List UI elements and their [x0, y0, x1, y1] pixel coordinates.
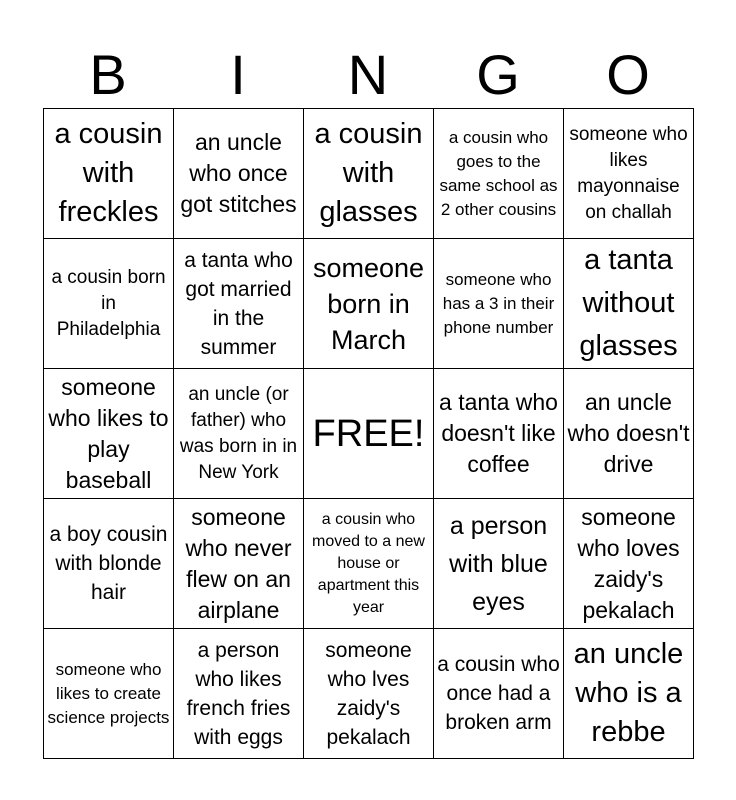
cell-text: an uncle (or father) who was born in in New York: [179, 383, 298, 483]
bingo-header: [43, 42, 693, 108]
cell-text: someone who likes to play baseball: [48, 373, 169, 493]
cell-text: someone who likes to create science projects: [47, 659, 170, 727]
bingo-cell-g5[interactable]: [434, 629, 564, 759]
cell-text: an uncle who doesn't drive: [567, 389, 690, 477]
bingo-cell-i5[interactable]: [174, 629, 304, 759]
cell-text: a person with blue eyes: [449, 511, 548, 616]
bingo-cell-o3[interactable]: [564, 369, 694, 499]
bingo-cell-g3[interactable]: [434, 369, 564, 499]
bingo-cell-n1[interactable]: [304, 109, 434, 239]
header-letter-o: O: [606, 43, 650, 106]
bingo-cell-o5[interactable]: [564, 629, 694, 759]
cell-text: a tanta who doesn't like coffee: [439, 389, 558, 477]
bingo-cell-b5[interactable]: [44, 629, 174, 759]
cell-text: someone born in March: [312, 252, 425, 355]
bingo-cell-g1[interactable]: [434, 109, 564, 239]
bingo-cell-b1[interactable]: [44, 109, 174, 239]
bingo-cell-n5[interactable]: [304, 629, 434, 759]
cell-text: a tanta without glasses: [579, 244, 678, 362]
cell-text: a cousin who goes to the same school as 2 other cousins: [439, 127, 558, 219]
bingo-cell-i2[interactable]: [174, 239, 304, 369]
header-letter-g: G: [476, 43, 520, 106]
header-letter-n: N: [347, 43, 389, 106]
cell-text: someone who lves zaidy's pekalach: [325, 638, 412, 749]
cell-text: an uncle who once got stitches: [180, 129, 297, 217]
cell-text: a tanta who got married in the summer: [184, 248, 293, 359]
cell-text: a cousin with glasses: [314, 118, 423, 228]
cell-text: someone who never flew on an airplane: [185, 503, 292, 623]
bingo-cell-i3[interactable]: [174, 369, 304, 499]
cell-text: someone who has a 3 in their phone number: [442, 269, 555, 337]
bingo-board: [43, 108, 694, 759]
cell-text: a cousin who moved to a new house or apartment this year: [312, 510, 425, 616]
bingo-cell-n4[interactable]: [304, 499, 434, 629]
cell-text: a boy cousin with blonde hair: [49, 523, 168, 604]
free-space: FREE!: [312, 412, 425, 455]
cell-text: a cousin with freckles: [54, 118, 163, 228]
bingo-cell-n3[interactable]: [304, 369, 434, 499]
bingo-cell-b3[interactable]: [44, 369, 174, 499]
bingo-cell-n2[interactable]: [304, 239, 434, 369]
cell-text: a person who likes french fries with eggs: [186, 638, 291, 749]
bingo-cell-g4[interactable]: [434, 499, 564, 629]
cell-text: someone who loves zaidy's pekalach: [577, 503, 680, 623]
header-letter-i: I: [230, 43, 246, 106]
cell-text: someone who likes mayonnaise on challah: [569, 123, 688, 223]
cell-text: a cousin born in Philadelphia: [51, 266, 166, 340]
bingo-cell-i1[interactable]: [174, 109, 304, 239]
cell-text: an uncle who is a rebbe: [573, 638, 684, 748]
cell-text: a cousin who once had a broken arm: [437, 653, 560, 734]
bingo-cell-b2[interactable]: [44, 239, 174, 369]
bingo-cell-g2[interactable]: [434, 239, 564, 369]
bingo-cell-o1[interactable]: [564, 109, 694, 239]
bingo-cell-b4[interactable]: [44, 499, 174, 629]
bingo-cell-i4[interactable]: [174, 499, 304, 629]
header-letter-b: B: [89, 43, 127, 106]
bingo-cell-o2[interactable]: [564, 239, 694, 369]
bingo-cell-o4[interactable]: [564, 499, 694, 629]
